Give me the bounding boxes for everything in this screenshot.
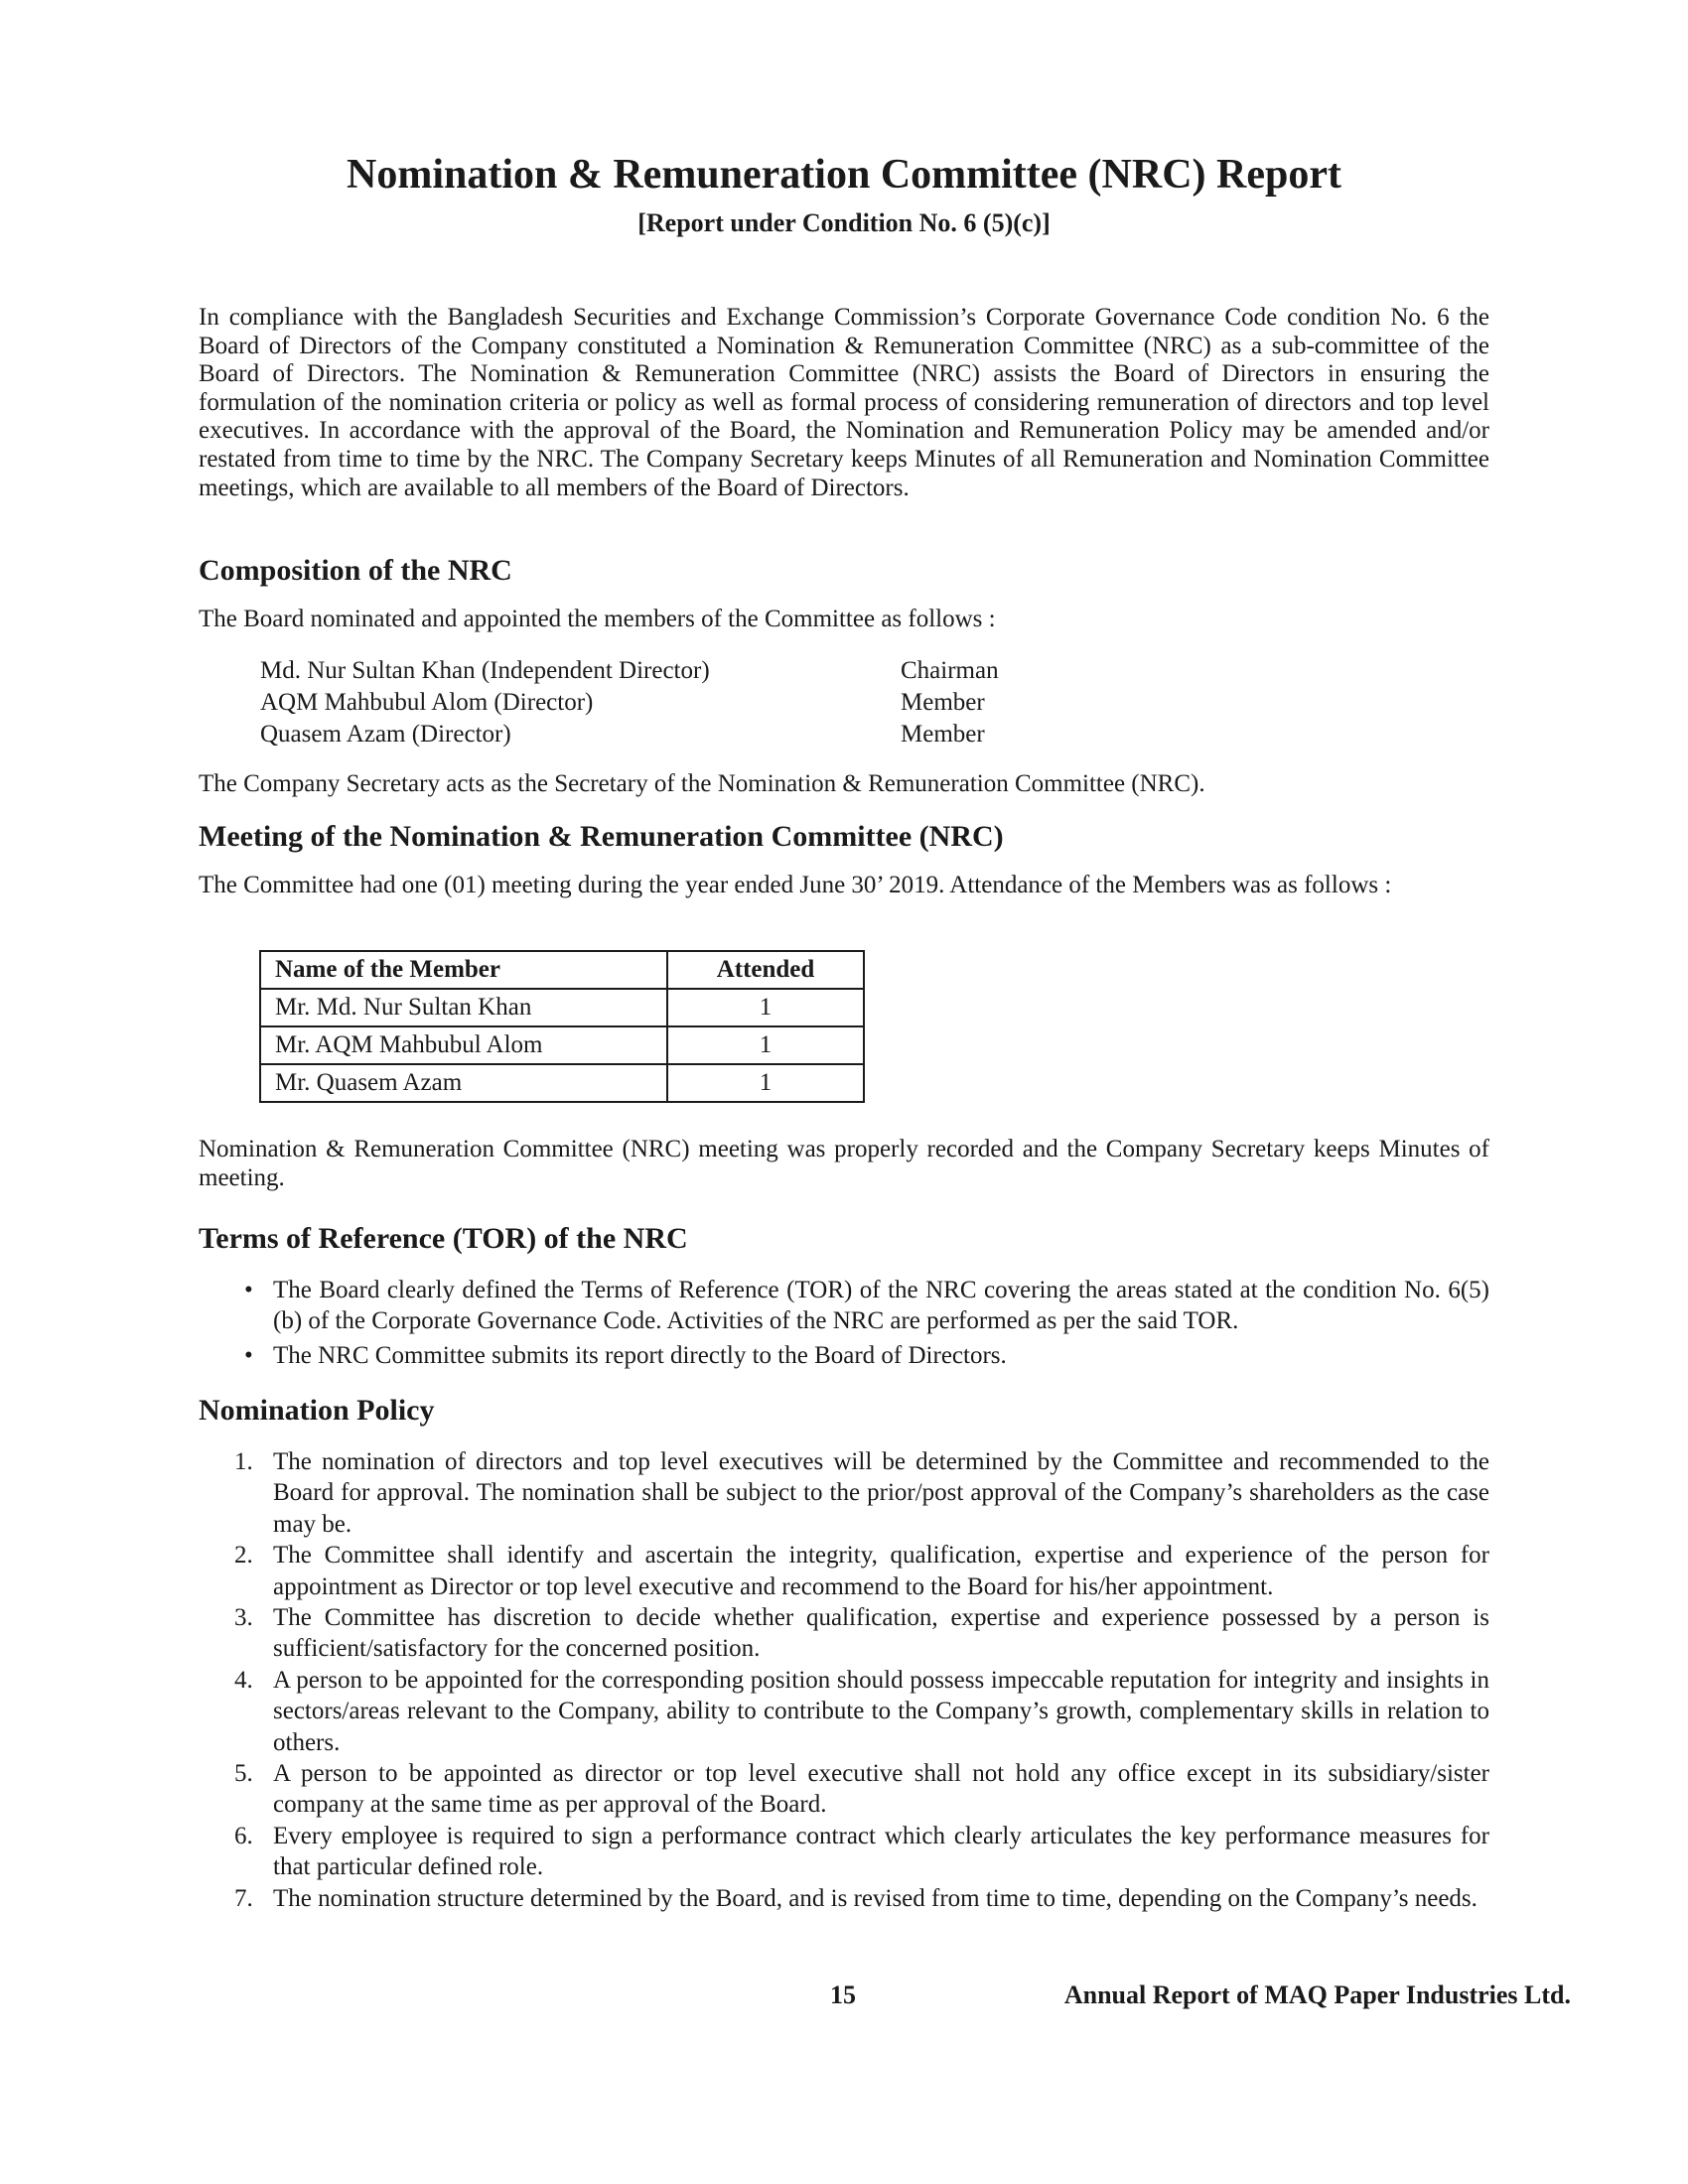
member-cell: Mr. Quasem Azam [260,1064,667,1102]
table-header-row [260,951,864,989]
item-number: 6. [234,1822,253,1849]
member-role: Member [901,721,985,748]
list-item [199,1883,1489,1914]
secretary-note: The Company Secretary acts as the Secretary of the Nomination & Remuneration Committee (NRC). [199,770,1205,797]
member-cell: Mr. Md. Nur Sultan Khan [260,989,667,1026]
page-subtitle: [Report under Condition No. 6 (5)(c)] [637,208,1051,237]
table-row [260,989,864,1026]
item-number: 1. [234,1448,253,1475]
meeting-heading: Meeting of the Nomination & Remuneration Committee (NRC) [199,820,1004,853]
item-number: 4. [234,1666,253,1694]
member-row [260,655,1099,687]
page-title: Nomination & Remuneration Committee (NRC) Report [347,152,1341,198]
list-item [199,1275,1489,1336]
policy-item-text: The Committee shall identify and ascertain the integrity, qualification, expertise and experience of the person for appointment as Director or top level executive and recommend to the Board for his/her appointment. [273,1542,1489,1600]
member-list [260,655,1099,751]
tor-list [199,1275,1489,1375]
bullet-icon: • [244,1277,253,1303]
attended-cell: 1 [667,989,864,1026]
policy-heading: Nomination Policy [199,1394,435,1427]
policy-item-text: The nomination of directors and top level executives will be determined by the Committee and recommended to the Board for approval. The nomination shall be subject to the prior/post approval of the Company’s shareholders as the case may be. [273,1448,1489,1538]
list-item [199,1821,1489,1883]
attended-cell: 1 [667,1064,864,1102]
member-row [260,687,1099,719]
meeting-note: Nomination & Remuneration Committee (NRC) meeting was properly recorded and the Company Secretary keeps Minutes of meeting. [199,1136,1489,1191]
list-item [199,1665,1489,1758]
tor-item-text: The NRC Committee submits its report directly to the Board of Directors. [273,1342,1007,1369]
policy-item-text: The nomination structure determined by the Board, and is revised from time to time, depending on the Company’s needs. [273,1884,1477,1912]
policy-list [199,1446,1489,1914]
policy-item-text: The Committee has discretion to decide whether qualification, expertise and experience possessed by a person is sufficient/satisfactory for the concerned position. [273,1604,1489,1663]
member-name: AQM Mahbubul Alom (Director) [260,689,594,716]
meeting-lead: The Committee had one (01) meeting during the year ended June 30’ 2019. Attendance of the Members was as follows : [199,872,1392,898]
attendance-table [259,950,865,1103]
list-item [199,1758,1489,1821]
member-row [260,719,1099,751]
composition-heading: Composition of the NRC [199,554,512,587]
column-header: Name of the Member [260,951,667,989]
table-row [260,1064,864,1102]
attended-cell: 1 [667,1026,864,1064]
composition-lead: The Board nominated and appointed the members of the Committee as follows : [199,606,996,632]
footer-report-title: Annual Report of MAQ Paper Industries Ltd. [1063,1980,1571,2009]
item-number: 2. [234,1542,253,1570]
list-item [199,1540,1489,1602]
item-number: 3. [234,1604,253,1632]
item-number: 7. [234,1884,253,1912]
column-header: Attended [667,951,864,989]
list-item [199,1602,1489,1665]
page-number: 15 [830,1980,856,2009]
list-item [199,1340,1489,1371]
member-role: Member [901,689,985,716]
list-item [199,1446,1489,1540]
member-role: Chairman [901,657,999,684]
intro-paragraph: In compliance with the Bangladesh Securities and Exchange Commission’s Corporate Governance Code condition No. 6 the Board of Directors of the Company constituted a Nomination & Remuneration Committee (NRC) as a sub-committee of the Board of Directors. The Nomination & Remuneration Committee (NRC) assists the Board of Directors in ensuring the formulation of the nomination criteria or policy as well as formal process of considering remuneration of directors and top level executives. In accordance with the approval of the Board, the Nomination and Remuneration Policy may be amended and/or restated from time to time by the NRC. The Company Secretary keeps Minutes of all Remuneration and Nomination Committee meetings, which are available to all members of the Board of Directors. [199,304,1489,501]
bullet-icon: • [244,1342,253,1369]
member-name: Quasem Azam (Director) [260,721,511,748]
item-number: 5. [234,1760,253,1788]
member-name: Md. Nur Sultan Khan (Independent Director) [260,657,710,684]
policy-item-text: A person to be appointed as director or top level executive shall not hold any office except in its subsidiary/sister company at the same time as per approval of the Board. [273,1760,1489,1819]
policy-item-text: A person to be appointed for the corresponding position should possess impeccable reputation for integrity and insights in sectors/areas relevant to the Company, ability to contribute to the Company’s growth, complementary skills in relation to others. [273,1666,1489,1756]
table-row [260,1026,864,1064]
tor-heading: Terms of Reference (TOR) of the NRC [199,1222,688,1255]
member-cell: Mr. AQM Mahbubul Alom [260,1026,667,1064]
policy-item-text: Every employee is required to sign a performance contract which clearly articulates the key performance measures for that particular defined role. [273,1822,1489,1881]
tor-item-text: The Board clearly defined the Terms of Reference (TOR) of the NRC covering the areas stated at the condition No. 6(5)(b) of the Corporate Governance Code. Activities of the NRC are performed as per the said TOR. [273,1277,1489,1334]
